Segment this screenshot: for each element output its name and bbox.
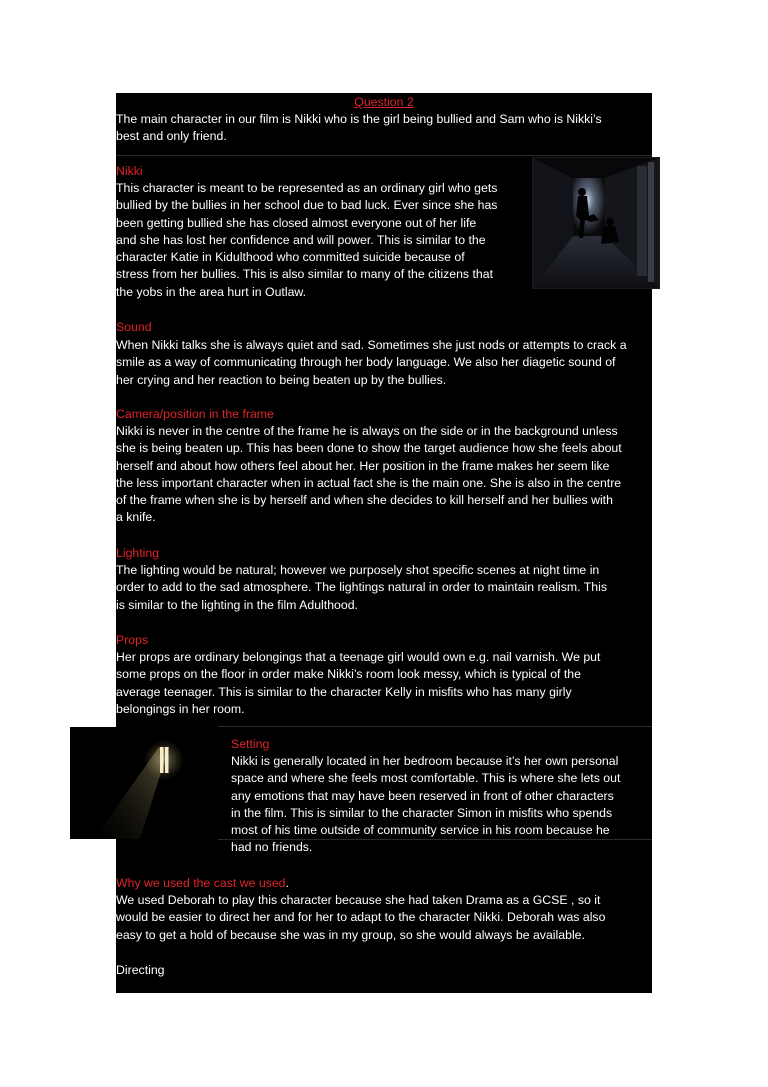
page-title: Question 2: [354, 95, 414, 109]
props-heading: Props: [116, 633, 149, 647]
props-paragraph: Her props are ordinary belongings that a teenage girl would own e.g. nail varnish. We put some props on the floor in order make Nikki’s room look messy, which is typical of the average teenager. This is similar to the character Kelly in misfits who has many girly belongings in her room.: [116, 650, 601, 716]
cast-heading-line: [116, 875, 289, 892]
setting-paragraph: Nikki is generally located in her bedroom because it’s her own personal space and where she feels most comfortable. This is where she lets out any emotions that may have been reserved in front of other characters in the film. This is similar to the character Simon in misfits who spends most of his time outside of community service in his room because he had no friends.: [231, 754, 621, 855]
cast-paragraph: We used Deborah to play this character because she had taken Drama as a GCSE , so it would be easier to direct her and for her to adapt to the character Nikki. Deborah was also easy to get a hold of because she was in my group, so she would always be available.: [116, 893, 606, 942]
corridor-image: [533, 158, 659, 288]
divider: [116, 155, 652, 156]
cast-heading: Why we used the cast we used: [116, 876, 286, 890]
sound-paragraph: When Nikki talks she is always quiet and sad. Sometimes she just nods or attempts to crack a smile as a way of communicating through her body language. We also her diagetic sound of her crying and her reaction to being beaten up by the bullies.: [116, 338, 627, 387]
divider: [218, 726, 652, 727]
nikki-heading: Nikki: [116, 164, 143, 178]
setting-heading: Setting: [231, 737, 270, 751]
lighting-heading: Lighting: [116, 546, 160, 560]
cast-heading-period: .: [285, 876, 289, 890]
lighting-paragraph: The lighting would be natural; however we purposely shot specific scenes at night time in order to add to the sad atmosphere. The lightings natural in order to maintain realism. This is similar to the lighting in the film Adulthood.: [116, 563, 608, 612]
sound-heading: Sound: [116, 320, 152, 334]
intro-paragraph: The main character in our film is Nikki who is the girl being bullied and Sam who is Nikki’s best and only friend.: [116, 112, 602, 144]
dark-bedroom-photo: [70, 727, 218, 839]
camera-paragraph: Nikki is never in the centre of the frame he is always on the side or in the background unless she is being beaten up. This has been done to show the target audience how she feels about herself and about how others feel about her. Her position in the frame makes her seem like the less important character when in actual fact she is the main one. She is also in the centre of the frame when she is by herself and when she decides to kill herself and her bullies with a knife.: [116, 424, 622, 525]
bedroom-image: [70, 727, 218, 839]
corridor-bullying-photo: [532, 157, 660, 289]
directing-heading: Directing: [116, 963, 165, 977]
nikki-paragraph: This character is meant to be represented as an ordinary girl who gets bullied by the bullies in her school due to bad luck. Ever since she has been getting bullied she has closed almost everyone out of her life and she has lost her confidence and will power. This is similar to the character Katie in Kidulthood who committed suicide because of stress from her bullies. This is also similar to many of the citizens that the yobs in the area hurt in Outlaw.: [116, 181, 498, 299]
camera-heading: Camera/position in the frame: [116, 407, 274, 421]
